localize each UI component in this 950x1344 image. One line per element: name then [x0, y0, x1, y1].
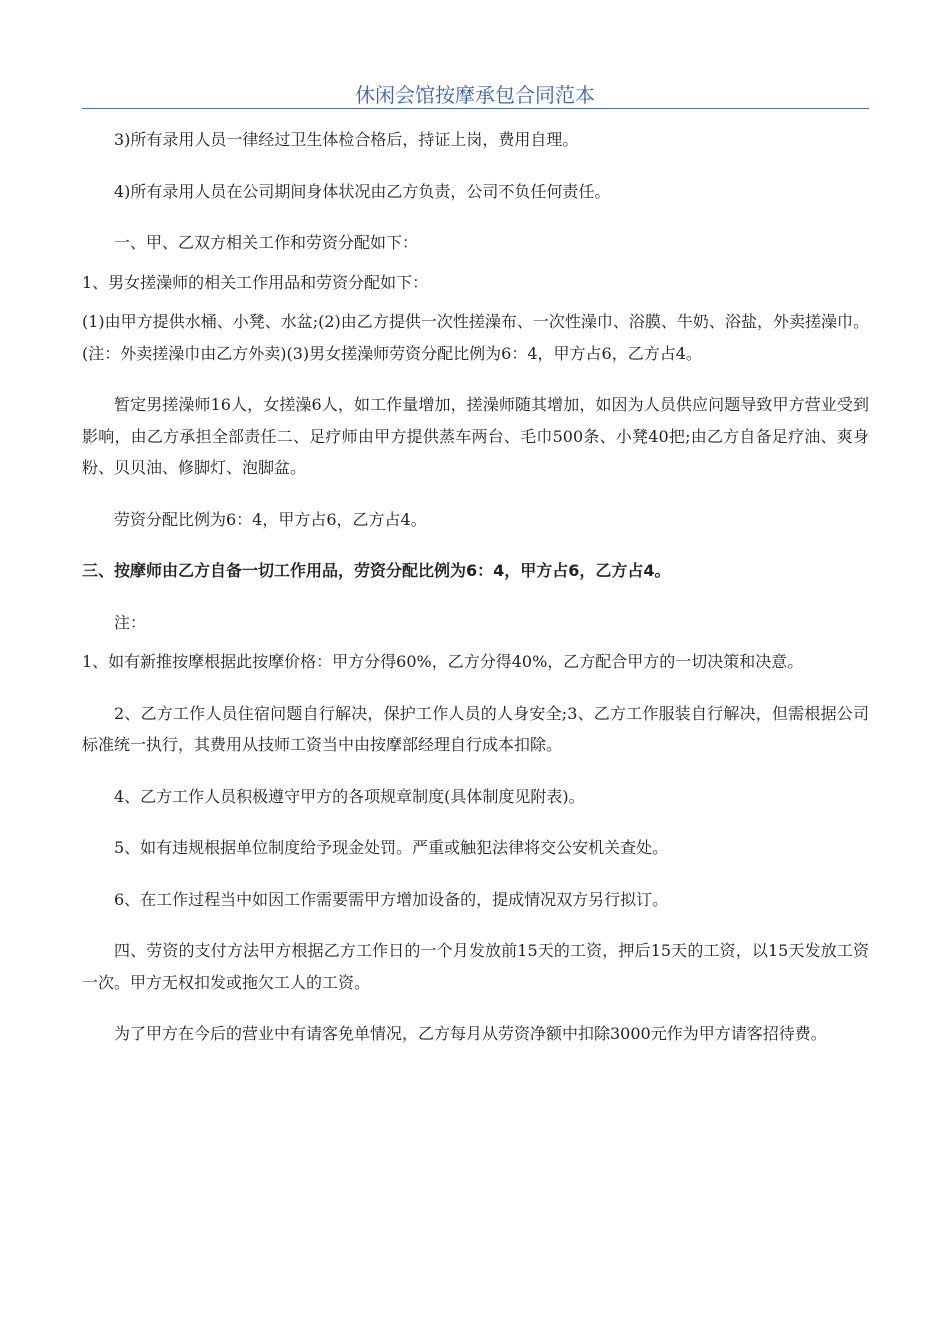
- note-item-2: 2、乙方工作人员住宿问题自行解决，保护工作人员的人身安全;3、乙方工作服装自行解决，但需根据公司标准统一执行，其费用从技师工资当中由按摩部经理自行成本扣除。: [82, 703, 869, 754]
- paragraph-item-3: 3)所有录用人员一律经过卫生体检合格后，持证上岗，费用自理。: [114, 130, 579, 149]
- section-heading-3: 三、按摩师由乙方自备一切工作用品，劳资分配比例为6：4，甲方占6，乙方占4。: [82, 561, 671, 580]
- document-body: [82, 124, 869, 1050]
- paragraph-scrubber-supplies: (1)由甲方提供水桶、小凳、水盆;(2)由乙方提供一次性搓澡布、一次性澡巾、浴膜、牛奶、浴盐，外卖搓澡巾。(注：外卖搓澡巾由乙方外卖)(3)男女搓澡师劳资分配比例为6：4，甲方占6，乙方占4。: [82, 312, 869, 363]
- header-divider: [82, 108, 869, 109]
- paragraph-foot-ratio: 劳资分配比例为6：4，甲方占6，乙方占4。: [114, 509, 427, 529]
- page-title: 休闲会馆按摩承包合同范本: [355, 83, 595, 107]
- paragraph-scrubber-staffing: 暂定男搓澡师16人，女搓澡6人，如工作量增加，搓澡师随其增加，如因为人员供应问题导致甲方营业受到影响，由乙方承担全部责任二、足疗师由甲方提供蒸车两台、毛巾500条、小凳40把;由乙方自备足疗油、爽身粉、贝贝油、修脚灯、泡脚盆。: [82, 395, 869, 477]
- paragraph-hospitality-fee: 为了甲方在今后的营业中有请客免单情况，乙方每月从劳资净额中扣除3000元作为甲方请客招待费。: [114, 1024, 827, 1043]
- paragraph-scrubber-heading: 1、男女搓澡师的相关工作用品和劳资分配如下：: [82, 272, 429, 292]
- note-item-6: 6、在工作过程当中如因工作需要需甲方增加设备的，提成情况双方另行拟订。: [114, 889, 669, 909]
- note-item-5: 5、如有违规根据单位制度给予现金处罚。严重或触犯法律将交公安机关查处。: [114, 838, 669, 857]
- section-heading-4: 四、劳资的支付方法甲方根据乙方工作日的一个月发放前15天的工资，押后15天的工资，以15天发放工资一次。甲方无权扣发或拖欠工人的工资。: [82, 941, 869, 992]
- note-item-4: 4、乙方工作人员积极遵守甲方的各项规章制度(具体制度见附表)。: [114, 786, 585, 806]
- section-heading-1: 一、甲、乙双方相关工作和劳资分配如下：: [114, 233, 419, 252]
- note-item-1: 1、如有新推按摩根据此按摩价格：甲方分得60%，乙方分得40%，乙方配合甲方的一切决策和决意。: [82, 652, 804, 671]
- notes-label: 注：: [114, 612, 147, 632]
- paragraph-item-4: 4)所有录用人员在公司期间身体状况由乙方负责，公司不负任何责任。: [114, 181, 611, 201]
